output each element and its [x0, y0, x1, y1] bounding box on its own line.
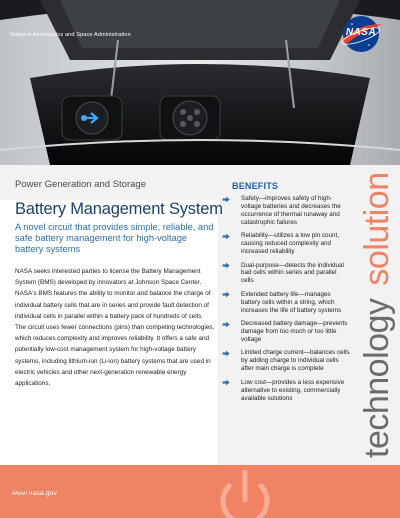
benefit-item [222, 232, 350, 256]
arrow-bullet-icon [222, 350, 230, 357]
arrow-bullet-icon [222, 233, 230, 240]
benefit-text: Reliability—utilizes a low pin count, causing reduced complexity and increased reliability [241, 232, 339, 256]
benefit-item [222, 291, 350, 315]
arrow-bullet-icon [222, 196, 230, 203]
benefit-text: Decreased battery damage—prevents damage from too much or too little voltage [241, 320, 348, 343]
benefit-text: Dual-purpose—detects the individual bad cells within series and parallel cells [241, 261, 344, 285]
benefit-item [222, 349, 350, 373]
benefit-text: Low cost—provides a less expensive alternative to existing, commercially available solutions [241, 378, 345, 402]
agency-name: National Aeronautics and Space Administration [10, 32, 131, 38]
tagline-word-solution: solution [358, 172, 396, 286]
benefit-item [222, 262, 350, 286]
arrow-bullet-icon [222, 291, 230, 298]
power-icon [214, 470, 276, 518]
arrow-bullet-icon [222, 379, 230, 386]
benefit-text: Safety—improves safety of high-voltage batteries and decreases the occurrence of thermal runaway and catastrophic failures [241, 195, 341, 226]
footer [0, 465, 400, 518]
benefit-item [222, 379, 350, 403]
arrow-bullet-icon [222, 321, 230, 328]
subtitle: A novel circuit that provides simple, reliable, and safe battery management for high-voltage battery systems [15, 222, 214, 254]
nasa-logo-text: NASA [345, 27, 377, 38]
arrow-bullet-icon [222, 262, 230, 269]
tagline-word-technology: technology [358, 298, 396, 458]
benefit-item [222, 320, 350, 344]
benefit-text: Limited charge current—balances cells by adding charge to individual cells after main charge is complete [241, 349, 350, 373]
category-label: Power Generation and Storage [15, 179, 146, 190]
benefits-list [222, 195, 350, 403]
body-paragraph: NASA seeks interested parties to license the Battery Management System (BMS) developed by innovators at Johnson Space Center. NASA's BMS features the ability to monitor and balance the charge of individual battery cells that are in series and provide fault detection of individual cells in parallel within a battery pack of hundreds of cells. The circuit uses fewer connections (pins) than competing technologies, which reduces complexity and improves reliability. It offers a safe and potentially low-cost management system for high-voltage battery systems, including lithium-ion (Li-ion) battery systems that are used in electric vehicles and other next-generation renewable energy applications. [15, 268, 215, 388]
footer-url-link[interactable]: www.nasa.gov [12, 490, 58, 497]
hero-photo [0, 0, 400, 165]
page-title: Battery Management System [15, 200, 223, 218]
benefit-text: Extended battery life—manages battery cells within a string, which increases the life of battery systems [241, 290, 342, 314]
nasa-logo [338, 14, 384, 54]
benefits-heading: BENEFITS [232, 181, 279, 191]
benefit-item [222, 195, 350, 227]
svg-text:technology solution [358, 172, 396, 458]
technology-solution-tagline [358, 170, 396, 460]
